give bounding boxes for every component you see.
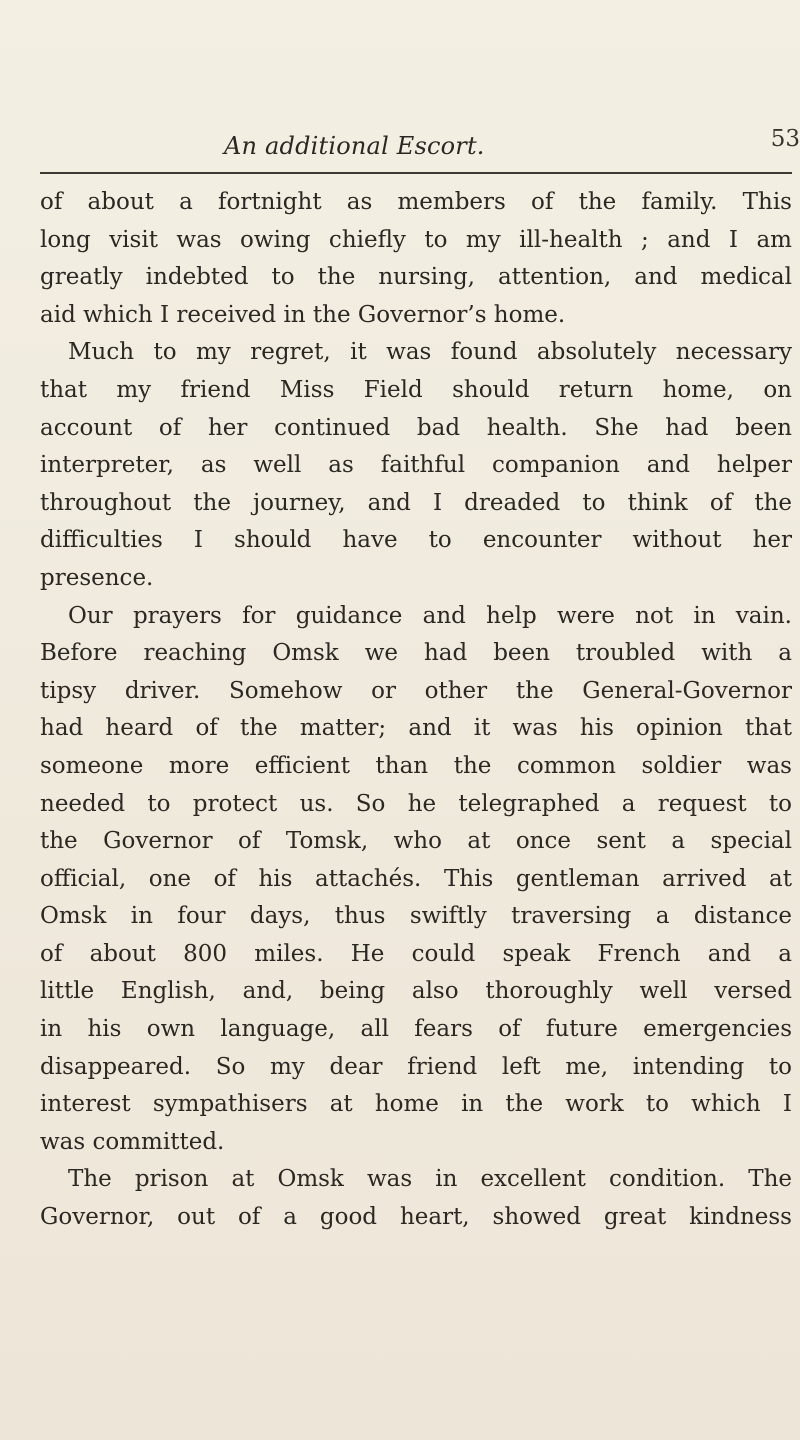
- text-line: tipsy driver. Somehow or other the General-Governor: [40, 677, 792, 704]
- header-rule: [40, 172, 792, 174]
- text-line: little English, and, being also thoroughly well versed: [40, 978, 792, 1005]
- text-line: of about a fortnight as members of the family. This: [40, 189, 792, 215]
- text-line: The prison at Omsk was in excellent condition. The: [68, 1166, 792, 1193]
- page-number: 53: [770, 126, 800, 152]
- text-line: official, one of his attachés. This gentleman arrived at: [40, 865, 792, 892]
- text-line: disappeared. So my dear friend left me, intending to: [40, 1053, 792, 1080]
- text-line: Omsk in four days, thus swiftly traversing a distance: [40, 903, 792, 930]
- text-line: greatly indebted to the nursing, attention, and medical: [40, 264, 792, 291]
- text-line: someone more efficient than the common soldier was: [40, 752, 792, 779]
- text-line: interest sympathisers at home in the work to which I: [40, 1091, 792, 1118]
- text-line: the Governor of Tomsk, who at once sent a special: [40, 828, 792, 855]
- text-line: in his own language, all fears of future emergencies: [40, 1016, 792, 1043]
- text-line: Much to my regret, it was found absolutely necessary: [68, 339, 792, 366]
- text-line: throughout the journey, and I dreaded to think of the: [40, 489, 792, 516]
- text-line: Before reaching Omsk we had been troubled with a: [40, 640, 792, 667]
- text-line: needed to protect us. So he telegraphed a request to: [40, 790, 792, 817]
- text-line: long visit was owing chiefly to my ill-health ; and I am: [40, 226, 792, 253]
- text-line: was committed.: [40, 1128, 225, 1155]
- text-line: aid which I received in the Governor’s home.: [40, 301, 566, 328]
- text-line: that my friend Miss Field should return home, on: [40, 376, 792, 403]
- text-line: account of her continued bad health. She had been: [40, 414, 792, 441]
- page-header: [32, 112, 800, 172]
- text-line: interpreter, as well as faithful companion and helper: [40, 452, 792, 479]
- text-line: presence.: [40, 564, 154, 591]
- running-title: An additional Escort.: [224, 132, 485, 160]
- text-line: Governor, out of a good heart, showed great kindness: [40, 1204, 792, 1231]
- text-line: of about 800 miles. He could speak French and a: [40, 940, 792, 967]
- text-line: difficulties I should have to encounter without her: [40, 527, 792, 554]
- body-text: [40, 184, 792, 1237]
- text-line: had heard of the matter; and it was his opinion that: [40, 715, 792, 742]
- text-line: Our prayers for guidance and help were not in vain.: [68, 602, 792, 629]
